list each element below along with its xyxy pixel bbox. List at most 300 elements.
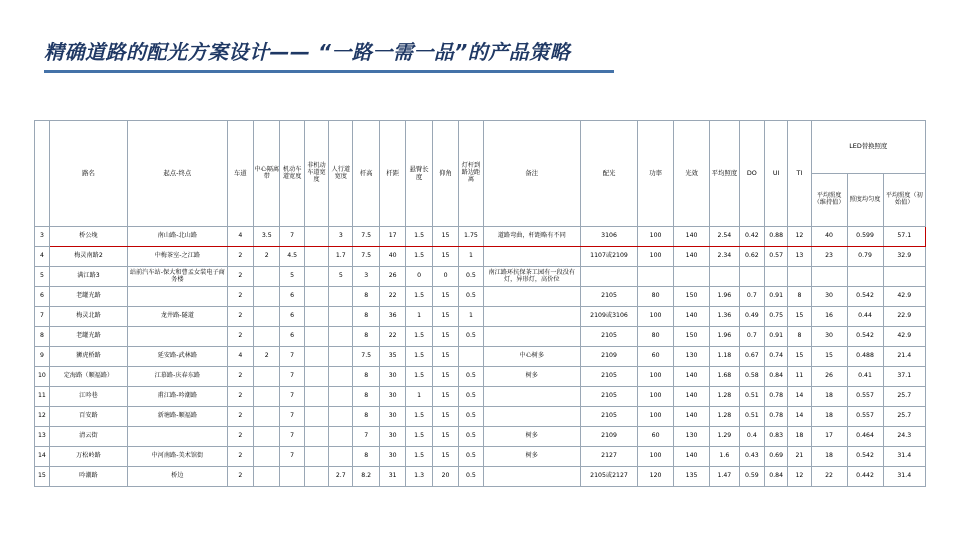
table-cell: 定海路（顺福路） xyxy=(49,367,127,387)
table-cell: 南山路-北山路 xyxy=(128,227,227,247)
table-cell: 1.6 xyxy=(710,447,740,467)
table-cell xyxy=(254,407,280,427)
table-cell: 4 xyxy=(227,347,253,367)
row-number: 15 xyxy=(35,467,50,487)
table-body xyxy=(35,227,926,487)
table-cell: 24.3 xyxy=(883,427,925,447)
table-cell: 2 xyxy=(227,287,253,307)
table-cell: 1.3 xyxy=(406,467,432,487)
th-lanes: 车道 xyxy=(227,121,253,227)
table-cell: 1 xyxy=(406,387,432,407)
table-row xyxy=(35,387,926,407)
table-cell: 0.442 xyxy=(847,467,883,487)
table-cell: 5 xyxy=(329,267,353,287)
table-cell: 0 xyxy=(406,267,432,287)
table-cell xyxy=(254,427,280,447)
table-cell xyxy=(483,247,580,267)
table-cell xyxy=(128,427,227,447)
table-cell: 30 xyxy=(379,427,405,447)
table-row xyxy=(35,347,926,367)
table-cell: 15 xyxy=(432,427,458,447)
th-ti: TI xyxy=(788,121,811,227)
table-cell: 32.9 xyxy=(883,247,925,267)
title-underline xyxy=(44,70,614,73)
table-cell: 站前汽车站-保大和曹孟女装电子商务楼 xyxy=(128,267,227,287)
table-cell: 140 xyxy=(674,447,710,467)
row-number: 4 xyxy=(35,247,50,267)
table-cell: 140 xyxy=(674,407,710,427)
table-cell xyxy=(329,387,353,407)
table-cell: 6 xyxy=(280,307,304,327)
table-cell: 梅灵北路 xyxy=(49,307,127,327)
table-cell: 1107或2109 xyxy=(580,247,637,267)
th-do: DO xyxy=(739,121,764,227)
table-cell: 2 xyxy=(227,267,253,287)
row-number: 3 xyxy=(35,227,50,247)
table-cell: 0.44 xyxy=(847,307,883,327)
table-cell: 3106 xyxy=(580,227,637,247)
table-cell: 0.5 xyxy=(459,387,483,407)
table-cell xyxy=(304,407,328,427)
table-cell xyxy=(329,307,353,327)
table-cell: 延安路-武林路 xyxy=(128,347,227,367)
table-cell: 2105 xyxy=(580,407,637,427)
table-cell: 0.464 xyxy=(847,427,883,447)
table-cell: 2105或2127 xyxy=(580,467,637,487)
table-cell: 8 xyxy=(353,327,379,347)
table-cell: 8.2 xyxy=(353,467,379,487)
table-cell: 0.557 xyxy=(847,407,883,427)
table-cell: 2105 xyxy=(580,327,637,347)
table-cell xyxy=(304,327,328,347)
table-cell: 老罐光路 xyxy=(49,327,127,347)
row-number: 7 xyxy=(35,307,50,327)
table-cell: 2105 xyxy=(580,387,637,407)
table-cell: 7 xyxy=(353,427,379,447)
table-cell: 140 xyxy=(674,367,710,387)
table-cell: 30 xyxy=(811,327,847,347)
table-cell: 7 xyxy=(280,387,304,407)
table-cell: 16 xyxy=(811,307,847,327)
table-row xyxy=(35,247,926,267)
row-number: 12 xyxy=(35,407,50,427)
table-cell: 15 xyxy=(432,367,458,387)
table-cell xyxy=(304,287,328,307)
table-cell xyxy=(638,267,674,287)
table-cell: 14 xyxy=(788,407,811,427)
table-cell: 8 xyxy=(353,407,379,427)
data-table-container xyxy=(34,120,926,487)
table-cell: 树多 xyxy=(483,367,580,387)
th-remark: 备注 xyxy=(483,121,580,227)
table-cell xyxy=(329,427,353,447)
table-cell: 1.96 xyxy=(710,327,740,347)
table-cell: 100 xyxy=(638,407,674,427)
table-cell: 中梅茶室-之江路 xyxy=(128,247,227,267)
table-cell: 15 xyxy=(788,347,811,367)
table-cell: 树多 xyxy=(483,427,580,447)
table-cell: 满江路3 xyxy=(49,267,127,287)
table-cell: 1 xyxy=(459,307,483,327)
table-cell xyxy=(329,327,353,347)
table-cell: 0.5 xyxy=(459,447,483,467)
table-cell: 狮虎桥路 xyxy=(49,347,127,367)
table-cell: 1.68 xyxy=(710,367,740,387)
table-cell: 22 xyxy=(811,467,847,487)
table-cell: 8 xyxy=(353,307,379,327)
table-cell xyxy=(483,407,580,427)
table-cell: 21 xyxy=(788,447,811,467)
table-cell: 8 xyxy=(353,287,379,307)
table-cell: 7 xyxy=(280,407,304,427)
table-cell: 26 xyxy=(379,267,405,287)
table-cell: 0.62 xyxy=(739,247,764,267)
th-sidewalk-width: 人行道宽度 xyxy=(329,121,353,227)
th-nonmotor-width: 非机动车道宽度 xyxy=(304,121,328,227)
table-cell: 0.58 xyxy=(739,367,764,387)
table-cell: 57.1 xyxy=(883,227,925,247)
row-number: 8 xyxy=(35,327,50,347)
table-cell: 17 xyxy=(811,427,847,447)
table-cell xyxy=(329,347,353,367)
table-cell: 0.51 xyxy=(739,407,764,427)
table-cell: 清云街 xyxy=(49,427,127,447)
table-row xyxy=(35,447,926,467)
table-cell: 18 xyxy=(811,447,847,467)
table-cell: 新塘路-顺福路 xyxy=(128,407,227,427)
table-cell xyxy=(304,447,328,467)
table-cell: 2109或3106 xyxy=(580,307,637,327)
table-cell: 30 xyxy=(379,447,405,467)
table-cell xyxy=(254,327,280,347)
table-cell xyxy=(304,347,328,367)
table-cell xyxy=(304,427,328,447)
table-cell xyxy=(765,267,788,287)
table-cell: 13 xyxy=(788,247,811,267)
table-cell: 15 xyxy=(432,327,458,347)
table-cell: 25.7 xyxy=(883,407,925,427)
table-cell xyxy=(304,227,328,247)
table-cell: 100 xyxy=(638,387,674,407)
table-cell: 8 xyxy=(788,287,811,307)
table-cell: 甫江路-吟潮路 xyxy=(128,387,227,407)
table-cell: 15 xyxy=(432,387,458,407)
table-cell: 22 xyxy=(379,327,405,347)
table-cell xyxy=(304,267,328,287)
table-cell xyxy=(811,267,847,287)
table-cell xyxy=(304,307,328,327)
table-cell: 0.79 xyxy=(847,247,883,267)
table-cell: 2127 xyxy=(580,447,637,467)
table-cell: 80 xyxy=(638,327,674,347)
table-cell: 0.7 xyxy=(739,287,764,307)
table-cell: 100 xyxy=(638,367,674,387)
table-cell: 2 xyxy=(254,247,280,267)
table-cell xyxy=(329,367,353,387)
th-light-distribution: 配光 xyxy=(580,121,637,227)
table-cell: 1.5 xyxy=(406,327,432,347)
table-cell: 11 xyxy=(788,367,811,387)
table-cell: 2 xyxy=(227,367,253,387)
table-cell: 0.5 xyxy=(459,427,483,447)
table-cell: 7.5 xyxy=(353,347,379,367)
table-cell: 20 xyxy=(432,467,458,487)
table-cell: 0.74 xyxy=(765,347,788,367)
table-cell: 0.78 xyxy=(765,387,788,407)
th-median: 中心隔离带 xyxy=(254,121,280,227)
table-cell: 60 xyxy=(638,347,674,367)
table-cell: 2 xyxy=(227,387,253,407)
table-cell: 0.5 xyxy=(459,467,483,487)
table-cell: 1.47 xyxy=(710,467,740,487)
table-cell xyxy=(483,307,580,327)
table-cell: 0.91 xyxy=(765,327,788,347)
row-number: 5 xyxy=(35,267,50,287)
table-row xyxy=(35,307,926,327)
table-row xyxy=(35,287,926,307)
table-cell: 1.36 xyxy=(710,307,740,327)
th-motor-width: 机动车道宽度 xyxy=(280,121,304,227)
table-cell: 0.7 xyxy=(739,327,764,347)
table-cell: 1.5 xyxy=(406,367,432,387)
table-cell: 1.29 xyxy=(710,427,740,447)
table-cell: 60 xyxy=(638,427,674,447)
table-cell: 26 xyxy=(811,367,847,387)
table-cell: 0.5 xyxy=(459,267,483,287)
table-cell: 18 xyxy=(788,427,811,447)
table-cell: 3 xyxy=(353,267,379,287)
table-cell: 31 xyxy=(379,467,405,487)
table-cell: 1.5 xyxy=(406,407,432,427)
table-cell: 1 xyxy=(459,247,483,267)
table-cell: 1.28 xyxy=(710,387,740,407)
th-pole-height: 杆高 xyxy=(353,121,379,227)
table-cell xyxy=(580,267,637,287)
table-cell: 1.5 xyxy=(406,247,432,267)
th-led-group: LED替换照度 xyxy=(811,121,925,174)
table-cell: 桥公堍 xyxy=(49,227,127,247)
table-cell xyxy=(254,447,280,467)
th-power: 功率 xyxy=(638,121,674,227)
table-cell: 15 xyxy=(432,447,458,467)
table-cell: 0.57 xyxy=(765,247,788,267)
table-cell: 18 xyxy=(811,407,847,427)
table-cell: 7 xyxy=(280,447,304,467)
table-cell: 30 xyxy=(379,387,405,407)
table-cell: 0.91 xyxy=(765,287,788,307)
table-row xyxy=(35,427,926,447)
table-cell: 8 xyxy=(353,447,379,467)
table-cell xyxy=(304,367,328,387)
th-pole-spacing: 杆距 xyxy=(379,121,405,227)
table-cell xyxy=(483,467,580,487)
table-cell: 31.4 xyxy=(883,447,925,467)
table-cell: 0.59 xyxy=(739,467,764,487)
table-cell: 7.5 xyxy=(353,227,379,247)
table-cell xyxy=(883,267,925,287)
row-number: 9 xyxy=(35,347,50,367)
th-arm-length: 悬臂长度 xyxy=(406,121,432,227)
th-ui: UI xyxy=(765,121,788,227)
page-title: 精确道路的配光方案设计—— “一路一需一品”的产品策略 xyxy=(44,40,571,64)
table-cell: 0.4 xyxy=(739,427,764,447)
table-cell: 30 xyxy=(811,287,847,307)
table-cell: 0.599 xyxy=(847,227,883,247)
table-cell: 7.5 xyxy=(353,247,379,267)
table-cell: 1.28 xyxy=(710,407,740,427)
table-cell: 21.4 xyxy=(883,347,925,367)
table-cell xyxy=(739,267,764,287)
table-cell: 0.78 xyxy=(765,407,788,427)
table-cell: 1.5 xyxy=(406,427,432,447)
table-cell: 40 xyxy=(811,227,847,247)
table-row xyxy=(35,327,926,347)
table-cell xyxy=(128,287,227,307)
table-cell: 36 xyxy=(379,307,405,327)
table-cell: 1.5 xyxy=(406,287,432,307)
table-cell: 150 xyxy=(674,327,710,347)
table-cell: 30 xyxy=(379,407,405,427)
table-cell: 130 xyxy=(674,347,710,367)
table-cell: 中河南路-美术馆街 xyxy=(128,447,227,467)
th-segment: 起点-终点 xyxy=(128,121,227,227)
table-cell: 40 xyxy=(379,247,405,267)
table-cell: 42.9 xyxy=(883,287,925,307)
table-cell: 3.5 xyxy=(254,227,280,247)
table-cell: 1 xyxy=(406,307,432,327)
table-cell: 22.9 xyxy=(883,307,925,327)
table-cell: 6 xyxy=(280,327,304,347)
table-cell: 150 xyxy=(674,287,710,307)
table-cell: 140 xyxy=(674,307,710,327)
table-cell: 80 xyxy=(638,287,674,307)
table-row xyxy=(35,227,926,247)
row-number: 10 xyxy=(35,367,50,387)
row-number: 11 xyxy=(35,387,50,407)
table-cell: 0.5 xyxy=(459,287,483,307)
table-cell: 17 xyxy=(379,227,405,247)
table-cell: 2105 xyxy=(580,287,637,307)
table-cell: 140 xyxy=(674,227,710,247)
table-cell: 31.4 xyxy=(883,467,925,487)
table-cell: 15 xyxy=(432,307,458,327)
row-number: 13 xyxy=(35,427,50,447)
table-cell xyxy=(459,347,483,367)
table-cell: 2 xyxy=(227,467,253,487)
table-cell: 15 xyxy=(432,227,458,247)
table-cell: 0.542 xyxy=(847,287,883,307)
table-cell xyxy=(128,327,227,347)
table-cell: 12 xyxy=(788,467,811,487)
table-cell: 吟潮路 xyxy=(49,467,127,487)
table-cell xyxy=(483,327,580,347)
table-cell: 2 xyxy=(227,327,253,347)
table-cell: 15 xyxy=(432,407,458,427)
table-cell: 0.5 xyxy=(459,367,483,387)
table-cell: 2.34 xyxy=(710,247,740,267)
th-efficacy: 光效 xyxy=(674,121,710,227)
table-cell: 37.1 xyxy=(883,367,925,387)
table-cell: 5 xyxy=(280,267,304,287)
table-cell xyxy=(254,287,280,307)
row-number: 6 xyxy=(35,287,50,307)
road-lighting-table xyxy=(34,120,926,487)
table-cell: 0.75 xyxy=(765,307,788,327)
table-cell: 2105 xyxy=(580,367,637,387)
table-cell: 万松岭路 xyxy=(49,447,127,467)
table-cell: 0.542 xyxy=(847,447,883,467)
table-cell: 8 xyxy=(353,387,379,407)
table-cell: 120 xyxy=(638,467,674,487)
table-row xyxy=(35,267,926,287)
table-cell xyxy=(254,307,280,327)
table-cell xyxy=(788,267,811,287)
table-cell: 12 xyxy=(788,227,811,247)
table-cell: 7 xyxy=(280,367,304,387)
table-cell: 江慕路-庆春东路 xyxy=(128,367,227,387)
th-led-uniformity: 照度均匀度 xyxy=(847,174,883,227)
th-rownum xyxy=(35,121,50,227)
table-cell xyxy=(254,467,280,487)
table-cell: 140 xyxy=(674,387,710,407)
table-cell: 0.557 xyxy=(847,387,883,407)
table-cell: 22 xyxy=(379,287,405,307)
table-cell: 15 xyxy=(432,247,458,267)
table-cell: 0.51 xyxy=(739,387,764,407)
table-cell: 江吟巷 xyxy=(49,387,127,407)
table-cell: 道路弯曲，杆距略有不同 xyxy=(483,227,580,247)
table-cell: 2109 xyxy=(580,347,637,367)
th-led-initial: 平均照度（初始值） xyxy=(883,174,925,227)
table-cell xyxy=(304,387,328,407)
table-cell xyxy=(254,387,280,407)
table-cell xyxy=(847,267,883,287)
table-cell: 0.49 xyxy=(739,307,764,327)
table-cell: 100 xyxy=(638,247,674,267)
table-cell: 15 xyxy=(811,347,847,367)
table-cell xyxy=(329,287,353,307)
table-cell: 0.88 xyxy=(765,227,788,247)
table-cell: 15 xyxy=(432,347,458,367)
table-cell: 1.7 xyxy=(329,247,353,267)
table-cell: 1.75 xyxy=(459,227,483,247)
table-cell: 30 xyxy=(379,367,405,387)
table-cell: 2 xyxy=(227,427,253,447)
table-cell xyxy=(710,267,740,287)
table-cell: 2 xyxy=(254,347,280,367)
table-cell: 2109 xyxy=(580,427,637,447)
table-cell: 42.9 xyxy=(883,327,925,347)
table-cell: 25.7 xyxy=(883,387,925,407)
table-cell xyxy=(280,467,304,487)
table-cell: 0.41 xyxy=(847,367,883,387)
table-cell: 1.18 xyxy=(710,347,740,367)
table-cell: 1.5 xyxy=(406,447,432,467)
table-cell xyxy=(254,267,280,287)
header-group-row xyxy=(35,121,926,174)
table-cell: 23 xyxy=(811,247,847,267)
table-cell: 百安路 xyxy=(49,407,127,427)
table-cell: 桥边 xyxy=(128,467,227,487)
table-cell: 0.43 xyxy=(739,447,764,467)
table-cell xyxy=(254,367,280,387)
table-cell: 3 xyxy=(329,227,353,247)
table-cell: 0.488 xyxy=(847,347,883,367)
table-cell: 2.7 xyxy=(329,467,353,487)
table-cell: 2 xyxy=(227,407,253,427)
table-cell: 0 xyxy=(432,267,458,287)
table-cell: 0.84 xyxy=(765,467,788,487)
